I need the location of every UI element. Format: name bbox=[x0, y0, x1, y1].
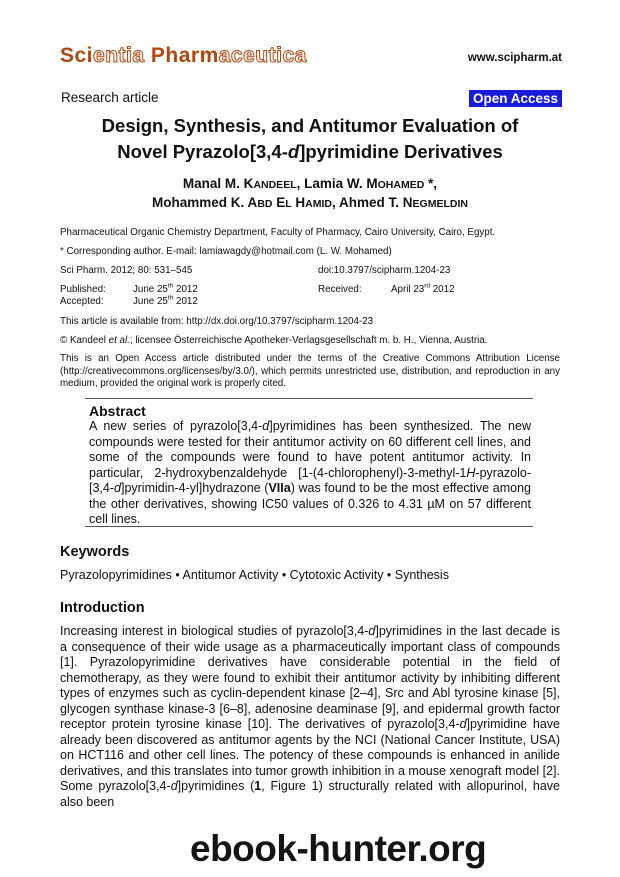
doi[interactable]: doi:10.3797/scipharm.1204-23 bbox=[318, 265, 451, 276]
copyright bbox=[60, 334, 487, 347]
abstract-italic: d bbox=[114, 481, 121, 495]
title-italic: d bbox=[287, 141, 300, 162]
date-sup: th bbox=[167, 294, 174, 302]
date-label: Accepted: bbox=[60, 296, 104, 307]
date-year: 2012 bbox=[430, 284, 455, 295]
keywords-list: Pyrazolopyrimidines • Antitumor Activity • Cytotoxic Activity • Synthesis bbox=[60, 568, 449, 582]
abstract-text bbox=[89, 419, 531, 528]
available-from[interactable]: This article is available from: http://dx.doi.org/10.3797/scipharm.1204-23 bbox=[60, 316, 374, 327]
citation: Sci Pharm. 2012; 80: 531–545 bbox=[60, 265, 193, 276]
received-date bbox=[318, 283, 558, 296]
intro-run: ]pyrimidines in the last decade is a consequence of their wide usage as a pharmaceutically important class of compounds [1]. Pyrazolopyrimidine derivatives have considerable potential in the field of chemotherapy, as they were found to exhibit their antitumor activity by inhibiting different types of enzymes such as cyclin-dependent kinase [2–4], Src and Abl tyrosine kinase [5], glycogen synthase kinase-3 [6–8], adenosine deaminase [9], and epidermal growth factor receptor protein tyrosine kinase [10]. The derivatives of pyrazolo[3,4- bbox=[60, 624, 560, 731]
copyright-text: © Kandeel bbox=[60, 335, 109, 346]
corresponding-mark: *, bbox=[424, 176, 438, 191]
title-line-2 bbox=[40, 139, 580, 165]
copyright-italic: et al. bbox=[108, 335, 130, 346]
author-line-2 bbox=[40, 194, 580, 213]
author-name: AMID bbox=[305, 198, 333, 210]
affiliation: Pharmaceutical Organic Chemistry Department, Faculty of Pharmacy, Cairo University, Cairo, Egypt. bbox=[60, 227, 496, 238]
intro-italic: d bbox=[459, 717, 467, 731]
date-value bbox=[133, 295, 198, 308]
journal-title-part: Sci bbox=[60, 44, 94, 67]
abstract-run: ) was found to be the most effective among the other derivatives, showing IC50 values of 0.326 to 4.31 µM on 57 different cell lines. bbox=[89, 481, 531, 526]
intro-italic: d bbox=[170, 779, 178, 793]
author-name: EGMELDIN bbox=[412, 198, 468, 210]
title-text: ]pyrimidine Derivatives bbox=[299, 141, 503, 162]
author-list bbox=[40, 175, 580, 213]
author-name: H bbox=[291, 195, 306, 210]
open-access-badge: Open Access bbox=[469, 90, 562, 107]
date-sup: rd bbox=[424, 282, 430, 290]
journal-title-part: entia bbox=[93, 44, 145, 67]
date-day: April 23 bbox=[391, 284, 425, 295]
license-statement: This is an Open Access article distributed under the terms of the Creative Commons Attribution License (http://creativecommons.org/licenses/by/3.0/), which permits unrestricted use, distribution, and reproduction in any medium, provided the original work is properly cited. bbox=[60, 353, 560, 389]
date-day: June 25 bbox=[133, 296, 168, 307]
abstract-run: -pyrazolo-[3,4- bbox=[89, 465, 531, 495]
introduction-text bbox=[60, 624, 560, 810]
introduction-heading: Introduction bbox=[60, 600, 145, 616]
journal-title-part: Pharm bbox=[144, 44, 219, 67]
accepted-date bbox=[60, 295, 300, 308]
abstract-italic: d bbox=[262, 419, 270, 433]
abstract-italic: H bbox=[466, 465, 476, 480]
author-line-1 bbox=[40, 175, 580, 194]
date-year: 2012 bbox=[173, 296, 198, 307]
author-name: , Lamia W. M bbox=[296, 176, 378, 191]
author-name: , Ahmed T. N bbox=[332, 195, 413, 210]
watermark: ebook-hunter.org bbox=[190, 828, 487, 869]
author-name: ANDEEL bbox=[253, 179, 297, 191]
author-name: OHAMED bbox=[377, 179, 425, 191]
intro-run: Increasing interest in biological studies of pyrazolo[3,4- bbox=[60, 624, 369, 638]
author-name: BD bbox=[257, 198, 273, 210]
author-name: Mohammed K. A bbox=[152, 195, 258, 210]
abstract-heading: Abstract bbox=[89, 403, 146, 419]
journal-title bbox=[60, 44, 307, 68]
journal-website[interactable]: www.scipharm.at bbox=[467, 52, 562, 64]
keywords-heading: Keywords bbox=[60, 544, 130, 560]
author-name: L bbox=[285, 198, 292, 210]
introduction-paragraph bbox=[60, 624, 560, 810]
compound-label: 1 bbox=[254, 779, 262, 793]
abstract-run: ]pyrimidines has been synthesized. The new compounds were tested for their antitumor activity on 60 different cell lines, and some of the compounds were found to have potent antitumor activity. In particular, 2-hydroxybenzaldehyde [1-(4-chlorophenyl)-3-methyl-1 bbox=[89, 419, 531, 480]
abstract-run: ]pyrimidin-4-yl]hydrazone ( bbox=[120, 481, 269, 495]
abstract-run: A new series of pyrazolo[3,4- bbox=[89, 419, 263, 433]
author-name: Manal M. K bbox=[182, 176, 254, 191]
date-sup: th bbox=[167, 282, 174, 290]
copyright-text: ; licensee Österreichische Apotheker-Verlagsgesellschaft m. b. H., Vienna, Austria. bbox=[129, 335, 488, 346]
date-label: Received: bbox=[318, 284, 362, 295]
title-text: Novel Pyrazolo[3,4- bbox=[117, 141, 288, 162]
date-day: June 25 bbox=[133, 284, 168, 295]
intro-run: , Figure 1) structurally related with allopurinol, have also been bbox=[60, 779, 561, 809]
journal-title-part: aceutica bbox=[218, 44, 307, 67]
paper-title bbox=[40, 113, 580, 165]
date-label: Published: bbox=[60, 284, 106, 295]
corresponding-author: * Corresponding author. E-mail: lamiawagdy@hotmail.com (L. W. Mohamed) bbox=[60, 246, 392, 257]
intro-run: ]pyrimidine have already been discovered as antitumor agents by the NCI (National Cancer Institute, USA) on HCT116 and other cell lines. The potency of these compounds is enhanced in anilide derivatives, and this translates into tumor growth inhibition in a mouse xenograft model [2]. Some pyrazolo[3,4- bbox=[60, 717, 561, 793]
date-value bbox=[391, 283, 455, 296]
intro-italic: d bbox=[368, 624, 376, 638]
author-name: E bbox=[272, 195, 286, 210]
intro-run: ]pyrimidines ( bbox=[177, 779, 255, 793]
title-line-1: Design, Synthesis, and Antitumor Evaluation of bbox=[101, 115, 519, 136]
abstract-top-rule bbox=[85, 398, 533, 399]
date-year: 2012 bbox=[173, 284, 198, 295]
abstract-bottom-rule bbox=[85, 526, 533, 527]
compound-label: VIIa bbox=[268, 481, 291, 495]
article-type: Research article bbox=[61, 90, 159, 105]
